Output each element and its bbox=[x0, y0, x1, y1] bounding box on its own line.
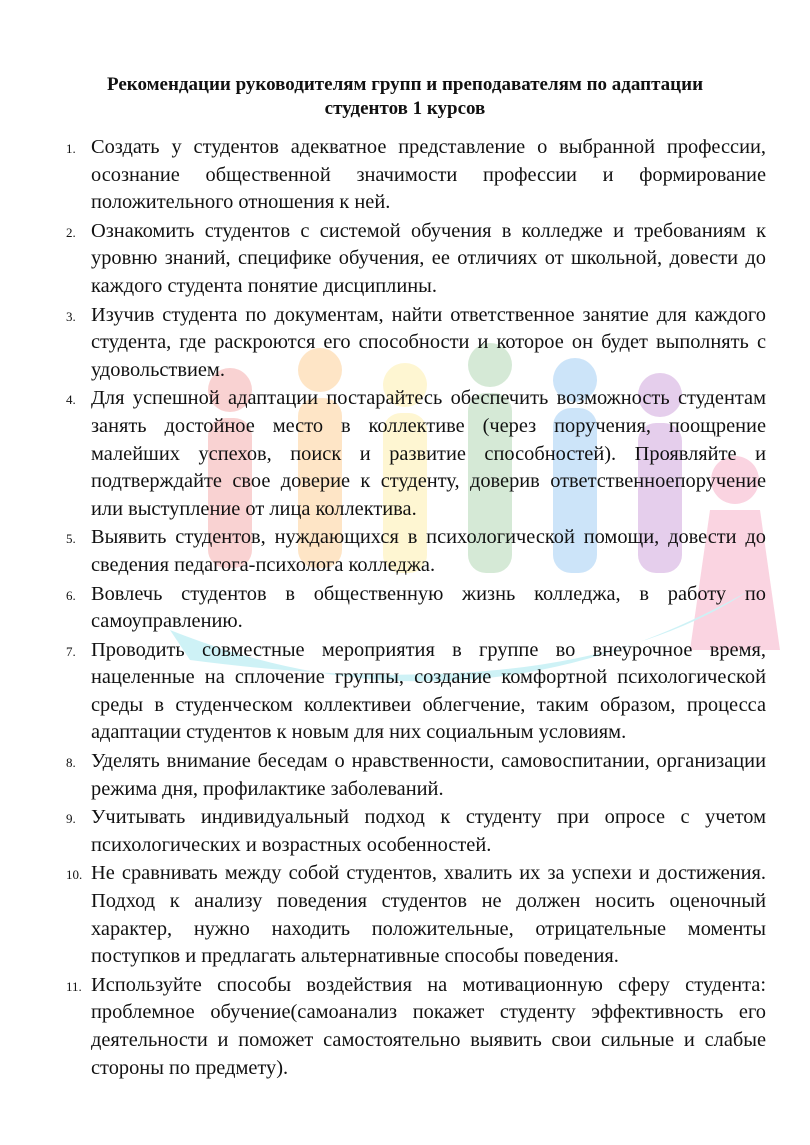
recommendations-list bbox=[66, 134, 766, 1083]
list-item bbox=[66, 218, 766, 301]
item-text: Для успешной адаптации постарайтесь обеспечить возможность студентам занять достойное место в коллективе (через поручения, поощрение малейших успехов, поиск и развитие способностей). Проявляйте и подтверждайте свое доверие к студенту, доверив ответственноепоручение или выступление от лица коллектива. bbox=[91, 387, 766, 520]
item-text: Вовлечь студентов в общественную жизнь колледжа, в работу по самоуправлению. bbox=[91, 582, 766, 633]
item-number: 3. bbox=[66, 308, 76, 324]
item-number: 1. bbox=[66, 141, 76, 156]
title-line-2: студентов 1 курсов bbox=[324, 98, 486, 119]
item-number: 7. bbox=[66, 643, 76, 659]
list-item bbox=[66, 581, 766, 636]
item-number: 2. bbox=[66, 224, 76, 240]
document-title bbox=[40, 73, 770, 121]
item-number: 4. bbox=[66, 392, 76, 408]
title-line-1: Рекомендации руководителям групп и преподавателям по адаптации bbox=[106, 74, 704, 95]
item-number: 9. bbox=[66, 811, 76, 827]
list-item bbox=[66, 524, 766, 579]
item-number: 8. bbox=[66, 755, 76, 771]
list-item bbox=[66, 748, 766, 803]
item-number: 11. bbox=[66, 978, 82, 994]
item-number: 5. bbox=[66, 531, 76, 547]
item-text: Учитывать индивидуальный подход к студенту при опросе с учетом психологических и возрастных особенностей. bbox=[91, 806, 766, 856]
list-item bbox=[66, 804, 766, 859]
item-text: Проводить совместные мероприятия в группе во внеурочное время, нацеленные на сплочение группы, создание комфортной психологической среды в студенческом коллективеи облегчение, таким образом, процесса адаптации студентов к новым для них социальным условиям. bbox=[91, 638, 766, 744]
item-number: 10. bbox=[66, 867, 83, 883]
list-item bbox=[66, 860, 766, 970]
item-text: Создать у студентов адекватное представление о выбранной профессии, осознание общественной значимости профессии и формирование положительного отношения к ней. bbox=[91, 136, 766, 214]
item-text: Выявить студентов, нуждающихся в психологической помощи, довести до сведения педагога-психолога колледжа. bbox=[91, 526, 766, 576]
item-text: Не сравнивать между собой студентов, хвалить их за успехи и достижения. Подход к анализу поведения студентов не должен носить оценочный характер, нужно находить положительные, отрицательные моменты поступков и предлагать альтернативные способы поведения. bbox=[91, 862, 766, 968]
list-item bbox=[66, 972, 766, 1082]
item-text: Используйте способы воздействия на мотивационную сферу студента: проблемное обучение(самоанализ покажет студенту эффективность его деятельности и поможет самостоятельно выявить свои сильные и слабые стороны по предмету). bbox=[91, 973, 766, 1079]
list-item bbox=[66, 134, 766, 217]
item-number: 6. bbox=[66, 587, 76, 603]
item-text: Уделять внимание беседам о нравственности, самовоспитании, организации режима дня, профилактике заболеваний. bbox=[91, 750, 766, 800]
list-item bbox=[66, 302, 766, 385]
list-item bbox=[66, 385, 766, 523]
list-item bbox=[66, 637, 766, 747]
item-text: Ознакомить студентов с системой обучения в колледже и требованиям к уровню знаний, специфике обучения, ее отличиях от школьной, довести до каждого студента понятие дисциплины. bbox=[91, 219, 766, 297]
item-text: Изучив студента по документам, найти ответственное занятие для каждого студента, где раскроются его способности и которое он будет выполнять с удовольствием. bbox=[91, 303, 766, 381]
